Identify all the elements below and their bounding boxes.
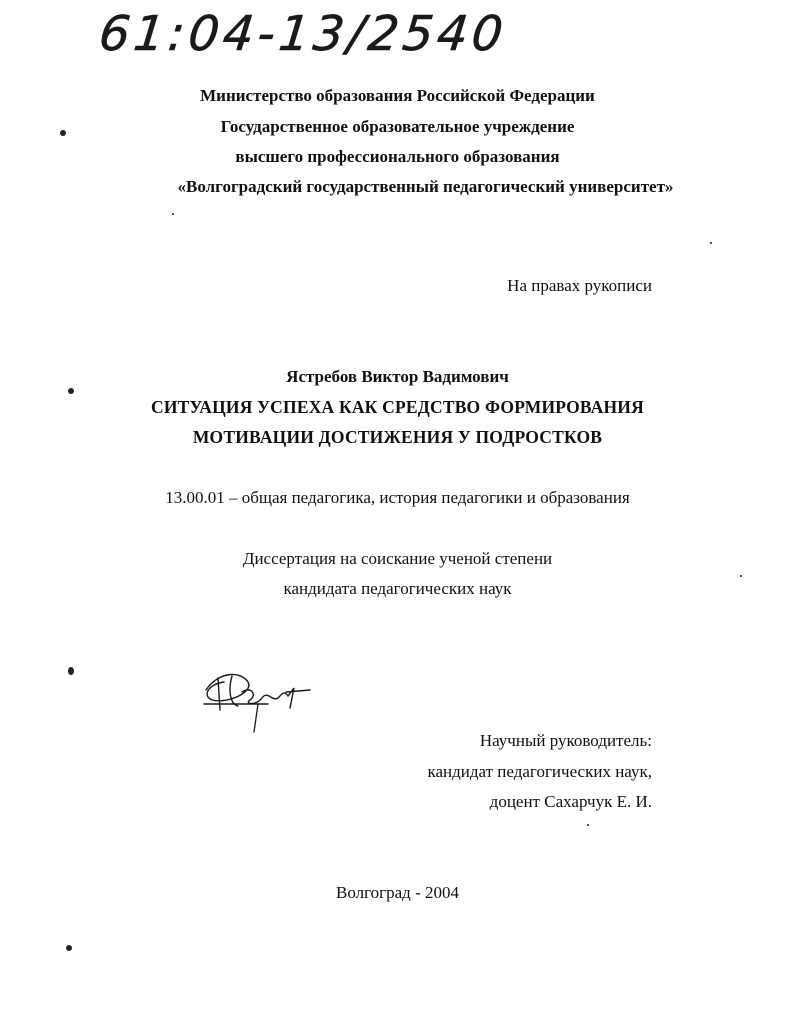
author-name: Ястребов Виктор Вадимович — [286, 367, 509, 386]
scan-mark — [740, 575, 742, 577]
degree-line-1: Диссертация на соискание ученой степени — [242, 549, 553, 568]
degree-line-2: кандидата педагогических наук — [283, 579, 512, 598]
scan-mark — [68, 388, 74, 394]
archive-number-text: 61:04-13/2540 — [96, 6, 510, 62]
dissertation-title-line-2: МОТИВАЦИИ ДОСТИЖЕНИЯ У ПОДРОСТКОВ — [192, 427, 603, 447]
handwritten-archive-number — [95, 0, 555, 75]
place-year: Волгоград - 2004 — [336, 883, 459, 902]
author-signature — [198, 660, 318, 735]
institution-line-1: Государственное образовательное учреждение — [220, 117, 575, 136]
institution-line-2: высшего профессионального образования — [235, 147, 560, 166]
manuscript-rights: На правах рукописи — [507, 276, 652, 295]
scan-mark — [710, 242, 712, 244]
university-line: «Волгоградский государственный педагогический университет» — [177, 177, 674, 196]
scan-mark — [68, 667, 74, 675]
supervisor-name: доцент Сахарчук Е. И. — [489, 792, 652, 811]
scan-mark — [66, 945, 72, 951]
scan-mark — [60, 130, 66, 136]
supervisor-degree: кандидат педагогических наук, — [427, 762, 652, 781]
specialty-code: 13.00.01 – общая педагогика, история педагогики и образования — [165, 488, 630, 507]
dissertation-title-line-1: СИТУАЦИЯ УСПЕХА КАК СРЕДСТВО ФОРМИРОВАНИЯ — [151, 397, 644, 417]
scan-mark — [172, 213, 174, 215]
scan-mark — [587, 824, 589, 826]
ministry-line: Министерство образования Российской Федерации — [200, 86, 595, 105]
supervisor-label: Научный руководитель: — [479, 731, 652, 750]
